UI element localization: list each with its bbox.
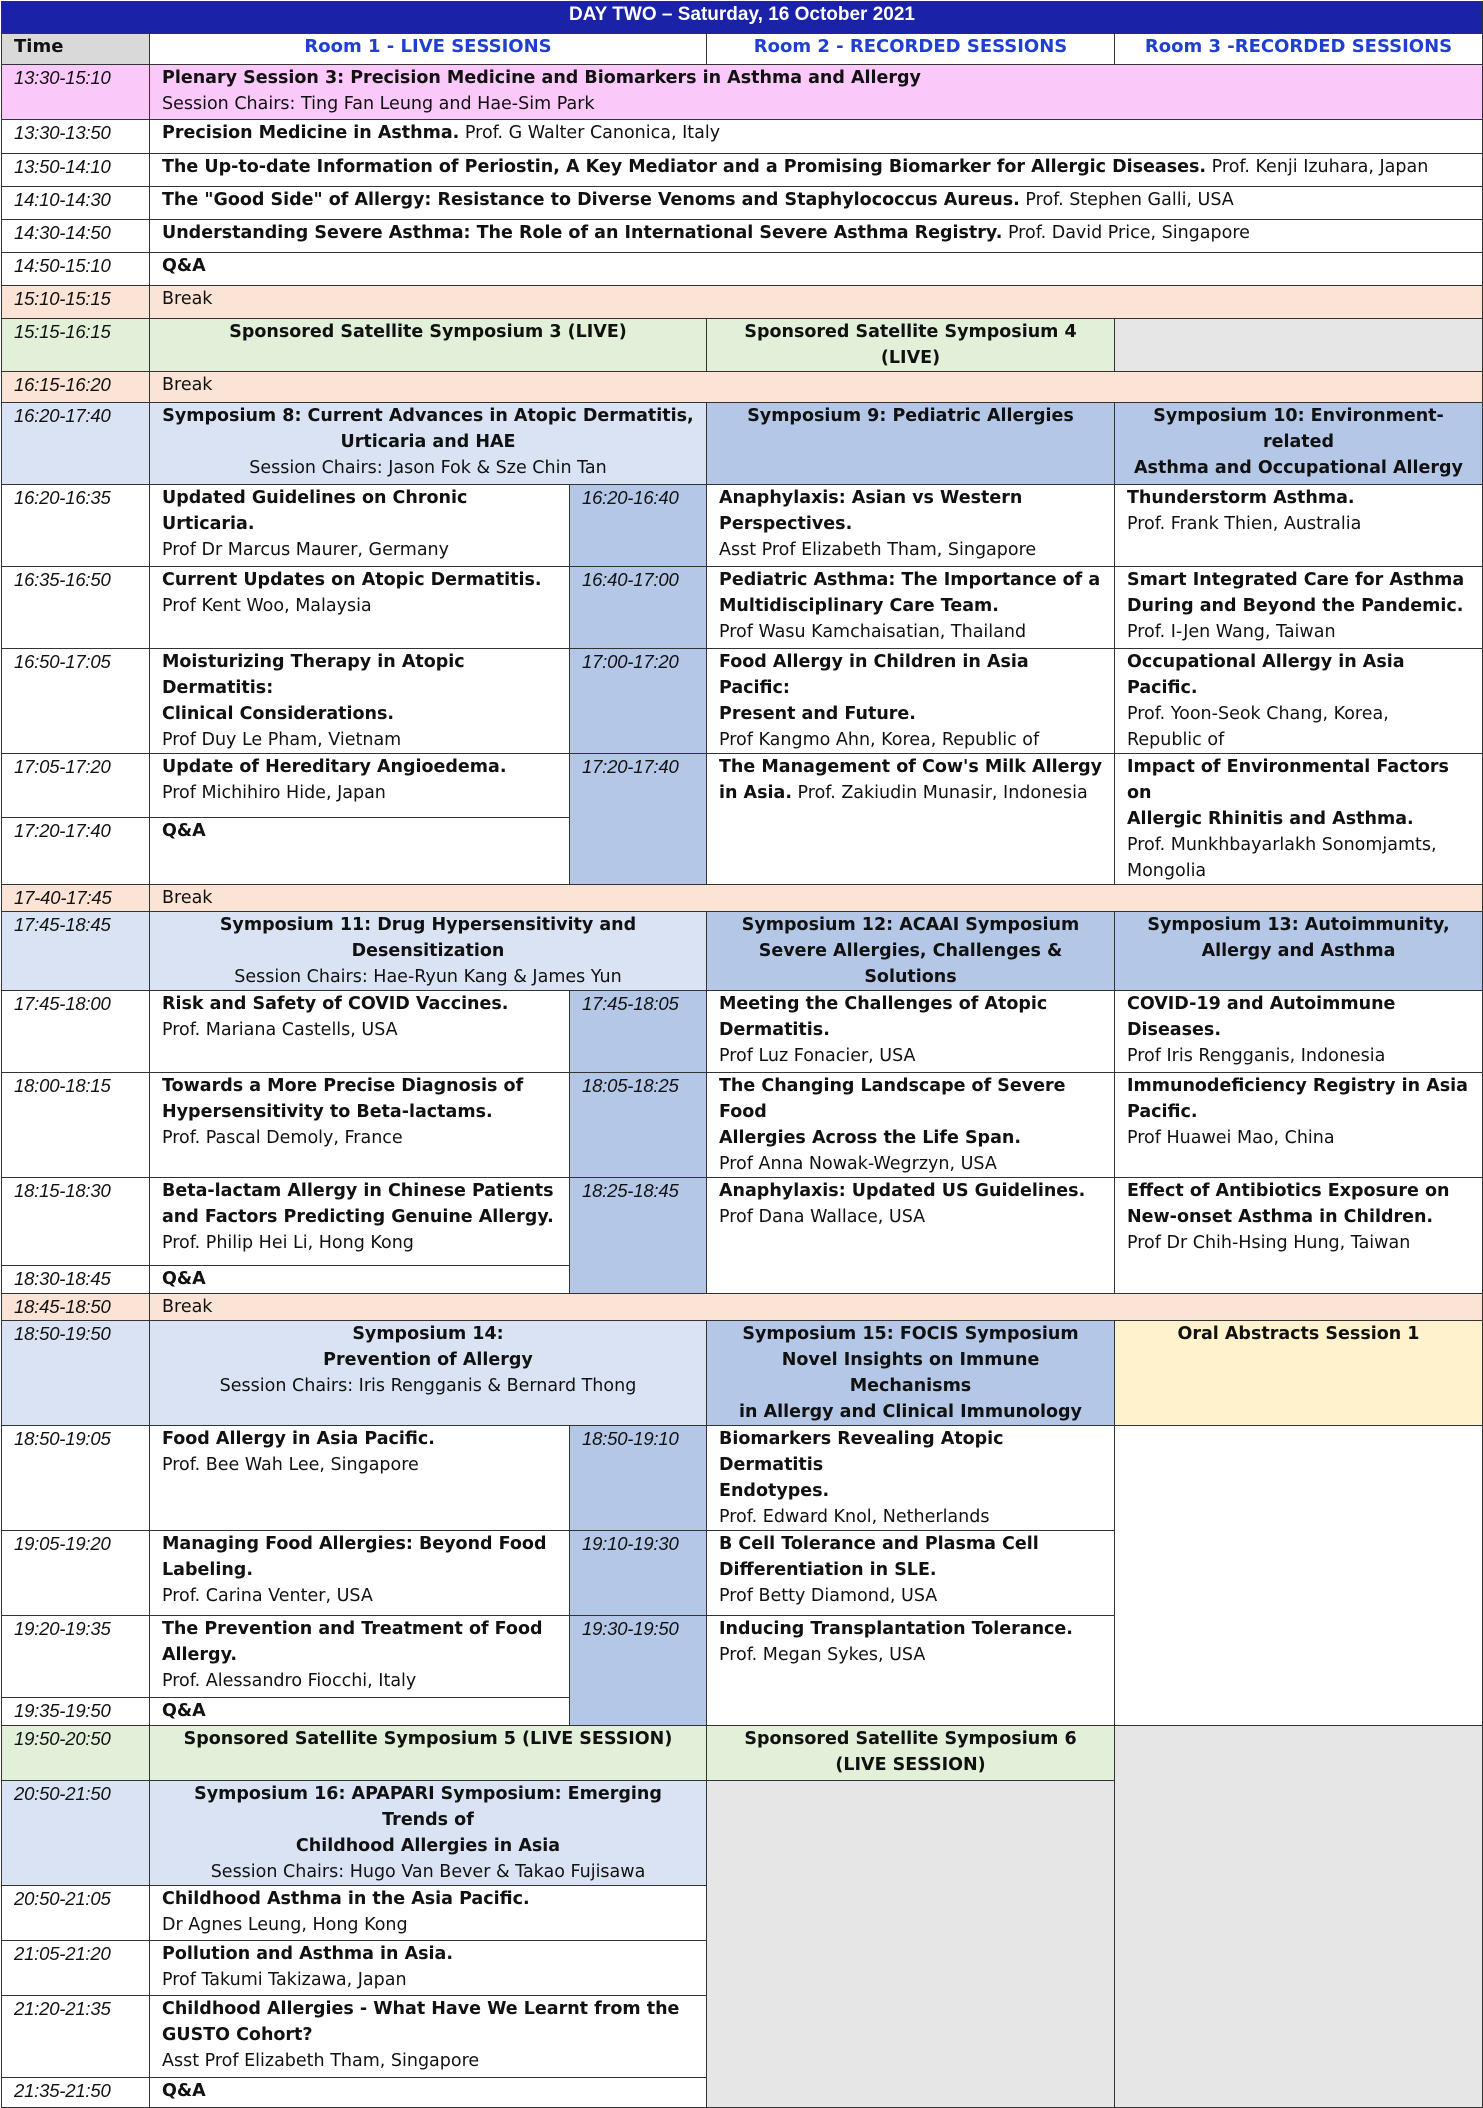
talk-cell — [150, 1531, 570, 1616]
talk-cell — [150, 1941, 707, 1996]
talk-cell — [707, 1073, 1115, 1178]
talk-cell — [707, 1178, 1115, 1294]
satellite-room2-line: Sponsored Satellite Symposium 6 — [744, 1729, 1077, 1749]
talk-title: The "Good Side" of Allergy: Resistance to Diverse Venoms and Staphylococcus Aureus. — [162, 190, 1020, 210]
session-chairs: Session Chairs: Hae-Ryun Kang & James Yun — [234, 967, 622, 987]
talk-title: Pediatric Asthma: The Importance of a — [719, 570, 1101, 590]
break-cell: Break — [150, 372, 1483, 403]
symposium-13-header — [1115, 912, 1483, 991]
satellite-room2 — [707, 1726, 1115, 1781]
talk-speaker: Prof. Zakiudin Munasir, Indonesia — [797, 783, 1088, 803]
symposium-16-header — [150, 1781, 707, 1886]
time-cell: 17-40-17:45 — [2, 885, 150, 912]
talk-speaker: Prof Wasu Kamchaisatian, Thailand — [719, 622, 1027, 642]
talk-speaker: Prof. Megan Sykes, USA — [719, 1645, 926, 1665]
satellite-room1: Sponsored Satellite Symposium 3 (LIVE) — [150, 319, 707, 372]
talk-title: Food Allergy in Children in Asia Pacific: — [719, 652, 1029, 698]
time-cell: 20:50-21:50 — [2, 1781, 150, 1886]
satellite-room2: Sponsored Satellite Symposium 4 (LIVE) — [707, 319, 1115, 372]
session-title: Symposium 15: FOCIS Symposium — [742, 1324, 1079, 1344]
header-room3: Room 3 -RECORDED SESSIONS — [1115, 34, 1483, 65]
talk-row — [2, 1178, 1483, 1266]
talk-title: Understanding Severe Asthma: The Role of an International Severe Asthma Registry. — [162, 223, 1003, 243]
talk-speaker: Prof. I-Jen Wang, Taiwan — [1127, 622, 1336, 642]
time-cell: 13:30-15:10 — [2, 65, 150, 120]
qa-row — [2, 253, 1483, 286]
talk-title: Pacific. — [1127, 1102, 1198, 1122]
time-cell: 16:40-17:00 — [570, 567, 707, 649]
talk-title: Thunderstorm Asthma. — [1127, 488, 1355, 508]
time-cell: 19:10-19:30 — [570, 1531, 707, 1616]
time-cell: 21:35-21:50 — [2, 2078, 150, 2108]
session-title: Novel Insights on Immune Mechanisms — [781, 1350, 1040, 1396]
symposium-header-row — [2, 403, 1483, 485]
talk-title: GUSTO Cohort? — [162, 2025, 313, 2045]
symposium-12-header — [707, 912, 1115, 991]
header-room2: Room 2 - RECORDED SESSIONS — [707, 34, 1115, 65]
symposium-14-header — [150, 1321, 707, 1426]
talk-cell — [707, 567, 1115, 649]
time-cell: 18:25-18:45 — [570, 1178, 707, 1294]
time-cell: 15:15-16:15 — [2, 319, 150, 372]
talk-cell — [150, 1616, 570, 1698]
talk-cell — [150, 220, 1483, 253]
talk-speaker: Prof Dana Wallace, USA — [719, 1207, 926, 1227]
session-title: in Allergy and Clinical Immunology — [739, 1402, 1082, 1422]
talk-speaker: Prof. Stephen Galli, USA — [1025, 190, 1234, 210]
time-cell: 16:50-17:05 — [2, 649, 150, 754]
talk-title: Hypersensitivity to Beta-lactams. — [162, 1102, 493, 1122]
session-title: Asthma and Occupational Allergy — [1134, 458, 1463, 478]
talk-cell — [150, 991, 570, 1073]
talk-speaker: Prof Duy Le Pham, Vietnam — [162, 730, 402, 750]
talk-row — [2, 754, 1483, 818]
time-cell: 19:50-20:50 — [2, 1726, 150, 1781]
talk-title: Current Updates on Atopic Dermatitis. — [162, 570, 542, 590]
session-title: Symposium 14: — [352, 1324, 504, 1344]
time-cell: 16:20-16:35 — [2, 485, 150, 567]
qa-cell: Q&A — [150, 2078, 707, 2108]
symposium-9-header: Symposium 9: Pediatric Allergies — [707, 403, 1115, 485]
talk-cell — [150, 485, 570, 567]
talk-title: Update of Hereditary Angioedema. — [162, 757, 507, 777]
talk-speaker: Prof. Bee Wah Lee, Singapore — [162, 1455, 419, 1475]
plenary-talk-row — [2, 220, 1483, 253]
talk-title: Childhood Allergies - What Have We Learnt from the — [162, 1999, 680, 2019]
talk-title: Managing Food Allergies: Beyond Food — [162, 1534, 547, 1554]
talk-cell — [1115, 991, 1483, 1073]
talk-title: Labeling. — [162, 1560, 253, 1580]
talk-speaker: Asst Prof Elizabeth Tham, Singapore — [719, 540, 1037, 560]
session-title: Allergy and Asthma — [1201, 941, 1396, 961]
talk-speaker: Prof. Yoon-Seok Chang, Korea, — [1127, 704, 1389, 724]
talk-speaker: Prof Luz Fonacier, USA — [719, 1046, 916, 1066]
talk-title: Present and Future. — [719, 704, 916, 724]
talk-speaker: Prof Michihiro Hide, Japan — [162, 783, 386, 803]
talk-title: Food Allergy in Asia Pacific. — [162, 1429, 435, 1449]
talk-title: New-onset Asthma in Children. — [1127, 1207, 1434, 1227]
talk-speaker: Prof Kangmo Ahn, Korea, Republic of — [719, 730, 1040, 750]
talk-title: Endotypes. — [719, 1481, 830, 1501]
plenary-talk-row — [2, 154, 1483, 187]
talk-speaker: Prof. Mariana Castells, USA — [162, 1020, 398, 1040]
talk-speaker: Prof Huawei Mao, China — [1127, 1128, 1335, 1148]
time-cell: 18:15-18:30 — [2, 1178, 150, 1266]
satellite-row — [2, 1726, 1483, 1781]
header-row — [2, 34, 1483, 65]
time-cell: 17:20-17:40 — [2, 818, 150, 885]
oral-abstracts-header: Oral Abstracts Session 1 — [1115, 1321, 1483, 1426]
talk-cell — [150, 754, 570, 818]
break-cell: Break — [150, 1294, 1483, 1321]
talk-title: Immunodeficiency Registry in Asia — [1127, 1076, 1468, 1096]
talk-cell — [150, 1886, 707, 1941]
time-cell: 20:50-21:05 — [2, 1886, 150, 1941]
talk-title: Impact of Environmental Factors on — [1127, 757, 1449, 803]
schedule-table — [1, 1, 1483, 2108]
header-room1: Room 1 - LIVE SESSIONS — [150, 34, 707, 65]
break-row — [2, 286, 1483, 319]
talk-cell — [707, 1426, 1115, 1531]
talk-cell — [150, 567, 570, 649]
oral-abstracts-cell — [1115, 1426, 1483, 1726]
session-title: Childhood Allergies in Asia — [295, 1836, 561, 1856]
session-title: Prevention of Allergy — [323, 1350, 533, 1370]
talk-speaker: Dr Agnes Leung, Hong Kong — [162, 1915, 408, 1935]
talk-row — [2, 649, 1483, 754]
break-cell: Break — [150, 286, 1483, 319]
talk-cell — [150, 1996, 707, 2078]
talk-cell — [1115, 1073, 1483, 1178]
talk-cell — [707, 1531, 1115, 1616]
time-cell: 18:00-18:15 — [2, 1073, 150, 1178]
talk-title: Anaphylaxis: Updated US Guidelines. — [719, 1181, 1086, 1201]
talk-title: Precision Medicine in Asthma. — [162, 123, 460, 143]
break-cell: Break — [150, 885, 1483, 912]
time-cell: 14:10-14:30 — [2, 187, 150, 220]
talk-cell — [707, 991, 1115, 1073]
talk-title: Diseases. — [1127, 1020, 1221, 1040]
talk-cell — [150, 187, 1483, 220]
talk-cell — [707, 485, 1115, 567]
talk-cell — [1115, 649, 1483, 754]
plenary-talk-row — [2, 187, 1483, 220]
time-cell: 18:30-18:45 — [2, 1266, 150, 1294]
time-cell: 18:50-19:50 — [2, 1321, 150, 1426]
qa-cell: Q&A — [150, 818, 570, 885]
session-chairs: Session Chairs: Ting Fan Leung and Hae-Sim Park — [162, 94, 595, 114]
talk-title: Multidisciplinary Care Team. — [719, 596, 999, 616]
talk-speaker: Prof Kent Woo, Malaysia — [162, 596, 372, 616]
talk-speaker: Prof. Pascal Demoly, France — [162, 1128, 403, 1148]
talk-speaker: Prof Dr Marcus Maurer, Germany — [162, 540, 449, 560]
time-cell: 17:00-17:20 — [570, 649, 707, 754]
talk-speaker: Asst Prof Elizabeth Tham, Singapore — [162, 2051, 480, 2071]
talk-cell — [1115, 1178, 1483, 1294]
talk-speaker: Republic of — [1127, 730, 1225, 750]
time-cell: 13:50-14:10 — [2, 154, 150, 187]
talk-row — [2, 1073, 1483, 1178]
break-row — [2, 885, 1483, 912]
plenary-talk-row — [2, 120, 1483, 154]
talk-title: COVID-19 and Autoimmune — [1127, 994, 1396, 1014]
title-row — [2, 2, 1483, 34]
symposium-header-row — [2, 1321, 1483, 1426]
satellite-row — [2, 319, 1483, 372]
talk-title: Beta-lactam Allergy in Chinese Patients — [162, 1181, 554, 1201]
session-chairs: Session Chairs: Jason Fok & Sze Chin Tan — [249, 458, 607, 478]
talk-speaker: Prof. Edward Knol, Netherlands — [719, 1507, 990, 1527]
talk-title: Smart Integrated Care for Asthma — [1127, 570, 1465, 590]
talk-row — [2, 567, 1483, 649]
empty-cell — [1115, 319, 1483, 372]
talk-title: Anaphylaxis: Asian vs Western — [719, 488, 1023, 508]
session-chairs: Session Chairs: Iris Rengganis & Bernard Thong — [219, 1376, 637, 1396]
session-title: Symposium 12: ACAAI Symposium — [741, 915, 1080, 935]
talk-title: Risk and Safety of COVID Vaccines. — [162, 994, 509, 1014]
talk-speaker: Prof. Frank Thien, Australia — [1127, 514, 1362, 534]
time-cell: 18:45-18:50 — [2, 1294, 150, 1321]
time-cell: 18:50-19:10 — [570, 1426, 707, 1531]
session-title: Urticaria and HAE — [340, 432, 516, 452]
empty-cell — [707, 1781, 1115, 2108]
talk-speaker: Prof Betty Diamond, USA — [719, 1586, 938, 1606]
talk-speaker: Prof Anna Nowak-Wegrzyn, USA — [719, 1154, 997, 1174]
break-row — [2, 372, 1483, 403]
talk-speaker: Prof. Alessandro Fiocchi, Italy — [162, 1671, 417, 1691]
time-cell: 21:05-21:20 — [2, 1941, 150, 1996]
header-time: Time — [2, 34, 150, 65]
session-title: Symposium 13: Autoimmunity, — [1147, 915, 1450, 935]
talk-cell — [1115, 567, 1483, 649]
talk-title: Dermatitis. — [719, 1020, 830, 1040]
session-chairs: Session Chairs: Hugo Van Bever & Takao Fujisawa — [210, 1862, 646, 1882]
symposium-15-header — [707, 1321, 1115, 1426]
talk-cell — [150, 649, 570, 754]
time-cell: 18:50-19:05 — [2, 1426, 150, 1531]
qa-cell: Q&A — [150, 1266, 570, 1294]
day-title: DAY TWO – Saturday, 16 October 2021 — [2, 2, 1483, 34]
session-title: Symposium 8: Current Advances in Atopic Dermatitis, — [162, 406, 694, 426]
time-cell: 14:30-14:50 — [2, 220, 150, 253]
time-cell: 16:15-16:20 — [2, 372, 150, 403]
talk-cell — [707, 649, 1115, 754]
talk-title: Meeting the Challenges of Atopic — [719, 994, 1048, 1014]
talk-title: The Prevention and Treatment of Food — [162, 1619, 543, 1639]
time-cell: 17:20-17:40 — [570, 754, 707, 885]
talk-speaker: Prof. David Price, Singapore — [1007, 223, 1250, 243]
time-cell: 14:50-15:10 — [2, 253, 150, 286]
time-cell: 15:10-15:15 — [2, 286, 150, 319]
talk-speaker: Prof. Carina Venter, USA — [162, 1586, 373, 1606]
symposium-8-header — [150, 403, 707, 485]
session-title: Symposium 11: Drug Hypersensitivity and Desensitization — [219, 915, 637, 961]
talk-speaker: Prof. Munkhbayarlakh Sonomjamts, — [1127, 835, 1437, 855]
talk-cell — [150, 1073, 570, 1178]
talk-speaker: Mongolia — [1127, 861, 1207, 881]
session-title: Plenary Session 3: Precision Medicine and Biomarkers in Asthma and Allergy — [162, 68, 921, 88]
time-cell: 19:35-19:50 — [2, 1698, 150, 1726]
talk-title: Allergy. — [162, 1645, 238, 1665]
session-title: Symposium 10: Environment-related — [1153, 406, 1444, 452]
talk-title: Perspectives. — [719, 514, 853, 534]
talk-row — [2, 991, 1483, 1073]
talk-title: Moisturizing Therapy in Atopic Dermatitis: — [162, 652, 465, 698]
talk-title: Differentiation in SLE. — [719, 1560, 937, 1580]
symposium-header-row — [2, 912, 1483, 991]
talk-title: Pollution and Asthma in Asia. — [162, 1944, 454, 1964]
talk-cell — [707, 754, 1115, 885]
talk-title: The Changing Landscape of Severe Food — [719, 1076, 1066, 1122]
plenary-row — [2, 65, 1483, 120]
time-cell: 16:35-16:50 — [2, 567, 150, 649]
talk-cell — [707, 1616, 1115, 1726]
talk-cell — [1115, 754, 1483, 885]
talk-cell — [150, 120, 1483, 154]
talk-cell — [1115, 485, 1483, 567]
talk-speaker: Prof. Kenji Izuhara, Japan — [1211, 157, 1429, 177]
talk-title: Allergies Across the Life Span. — [719, 1128, 1021, 1148]
break-row — [2, 1294, 1483, 1321]
time-cell: 17:45-18:05 — [570, 991, 707, 1073]
talk-row — [2, 485, 1483, 567]
talk-cell — [150, 154, 1483, 187]
talk-title: Allergic Rhinitis and Asthma. — [1127, 809, 1414, 829]
time-cell: 13:30-13:50 — [2, 120, 150, 154]
talk-title: in Asia. — [719, 783, 792, 803]
plenary-header — [150, 65, 1483, 120]
session-title: Severe Allergies, Challenges & Solutions — [758, 941, 1063, 987]
time-cell: 17:45-18:00 — [2, 991, 150, 1073]
talk-row — [2, 1426, 1483, 1531]
time-cell: 16:20-16:40 — [570, 485, 707, 567]
talk-cell — [150, 1178, 570, 1266]
time-cell: 19:30-19:50 — [570, 1616, 707, 1726]
talk-title: Childhood Asthma in the Asia Pacific. — [162, 1889, 530, 1909]
talk-title: Effect of Antibiotics Exposure on — [1127, 1181, 1450, 1201]
talk-title: Inducing Transplantation Tolerance. — [719, 1619, 1073, 1639]
qa-cell: Q&A — [150, 1698, 570, 1726]
satellite-room2-line: (LIVE SESSION) — [835, 1755, 986, 1775]
symposium-11-header — [150, 912, 707, 991]
time-cell: 21:20-21:35 — [2, 1996, 150, 2078]
talk-speaker: Prof Iris Rengganis, Indonesia — [1127, 1046, 1386, 1066]
session-title: Symposium 16: APAPARI Symposium: Emerging Trends of — [194, 1784, 662, 1830]
talk-title: B Cell Tolerance and Plasma Cell — [719, 1534, 1039, 1554]
talk-title: Towards a More Precise Diagnosis of — [162, 1076, 524, 1096]
time-cell: 17:05-17:20 — [2, 754, 150, 818]
talk-title: The Management of Cow's Milk Allergy — [719, 757, 1103, 777]
empty-cell — [1115, 1726, 1483, 2108]
talk-speaker: Prof. Philip Hei Li, Hong Kong — [162, 1233, 414, 1253]
talk-title: The Up-to-date Information of Periostin, A Key Mediator and a Promising Biomarker for Allergic Diseases. — [162, 157, 1207, 177]
talk-cell — [150, 1426, 570, 1531]
talk-title: Occupational Allergy in Asia Pacific. — [1127, 652, 1405, 698]
talk-title: Updated Guidelines on Chronic Urticaria. — [162, 488, 468, 534]
talk-title: Clinical Considerations. — [162, 704, 395, 724]
talk-speaker: Prof Takumi Takizawa, Japan — [162, 1970, 407, 1990]
talk-title: Biomarkers Revealing Atopic Dermatitis — [719, 1429, 1004, 1475]
qa-cell: Q&A — [150, 253, 1483, 286]
time-cell: 19:05-19:20 — [2, 1531, 150, 1616]
time-cell: 18:05-18:25 — [570, 1073, 707, 1178]
talk-title: and Factors Predicting Genuine Allergy. — [162, 1207, 554, 1227]
talk-speaker: Prof. G Walter Canonica, Italy — [464, 123, 721, 143]
time-cell: 17:45-18:45 — [2, 912, 150, 991]
talk-title: During and Beyond the Pandemic. — [1127, 596, 1464, 616]
symposium-10-header — [1115, 403, 1483, 485]
time-cell: 16:20-17:40 — [2, 403, 150, 485]
talk-speaker: Prof Dr Chih-Hsing Hung, Taiwan — [1127, 1233, 1411, 1253]
satellite-room1: Sponsored Satellite Symposium 5 (LIVE SESSION) — [150, 1726, 707, 1781]
time-cell: 19:20-19:35 — [2, 1616, 150, 1698]
